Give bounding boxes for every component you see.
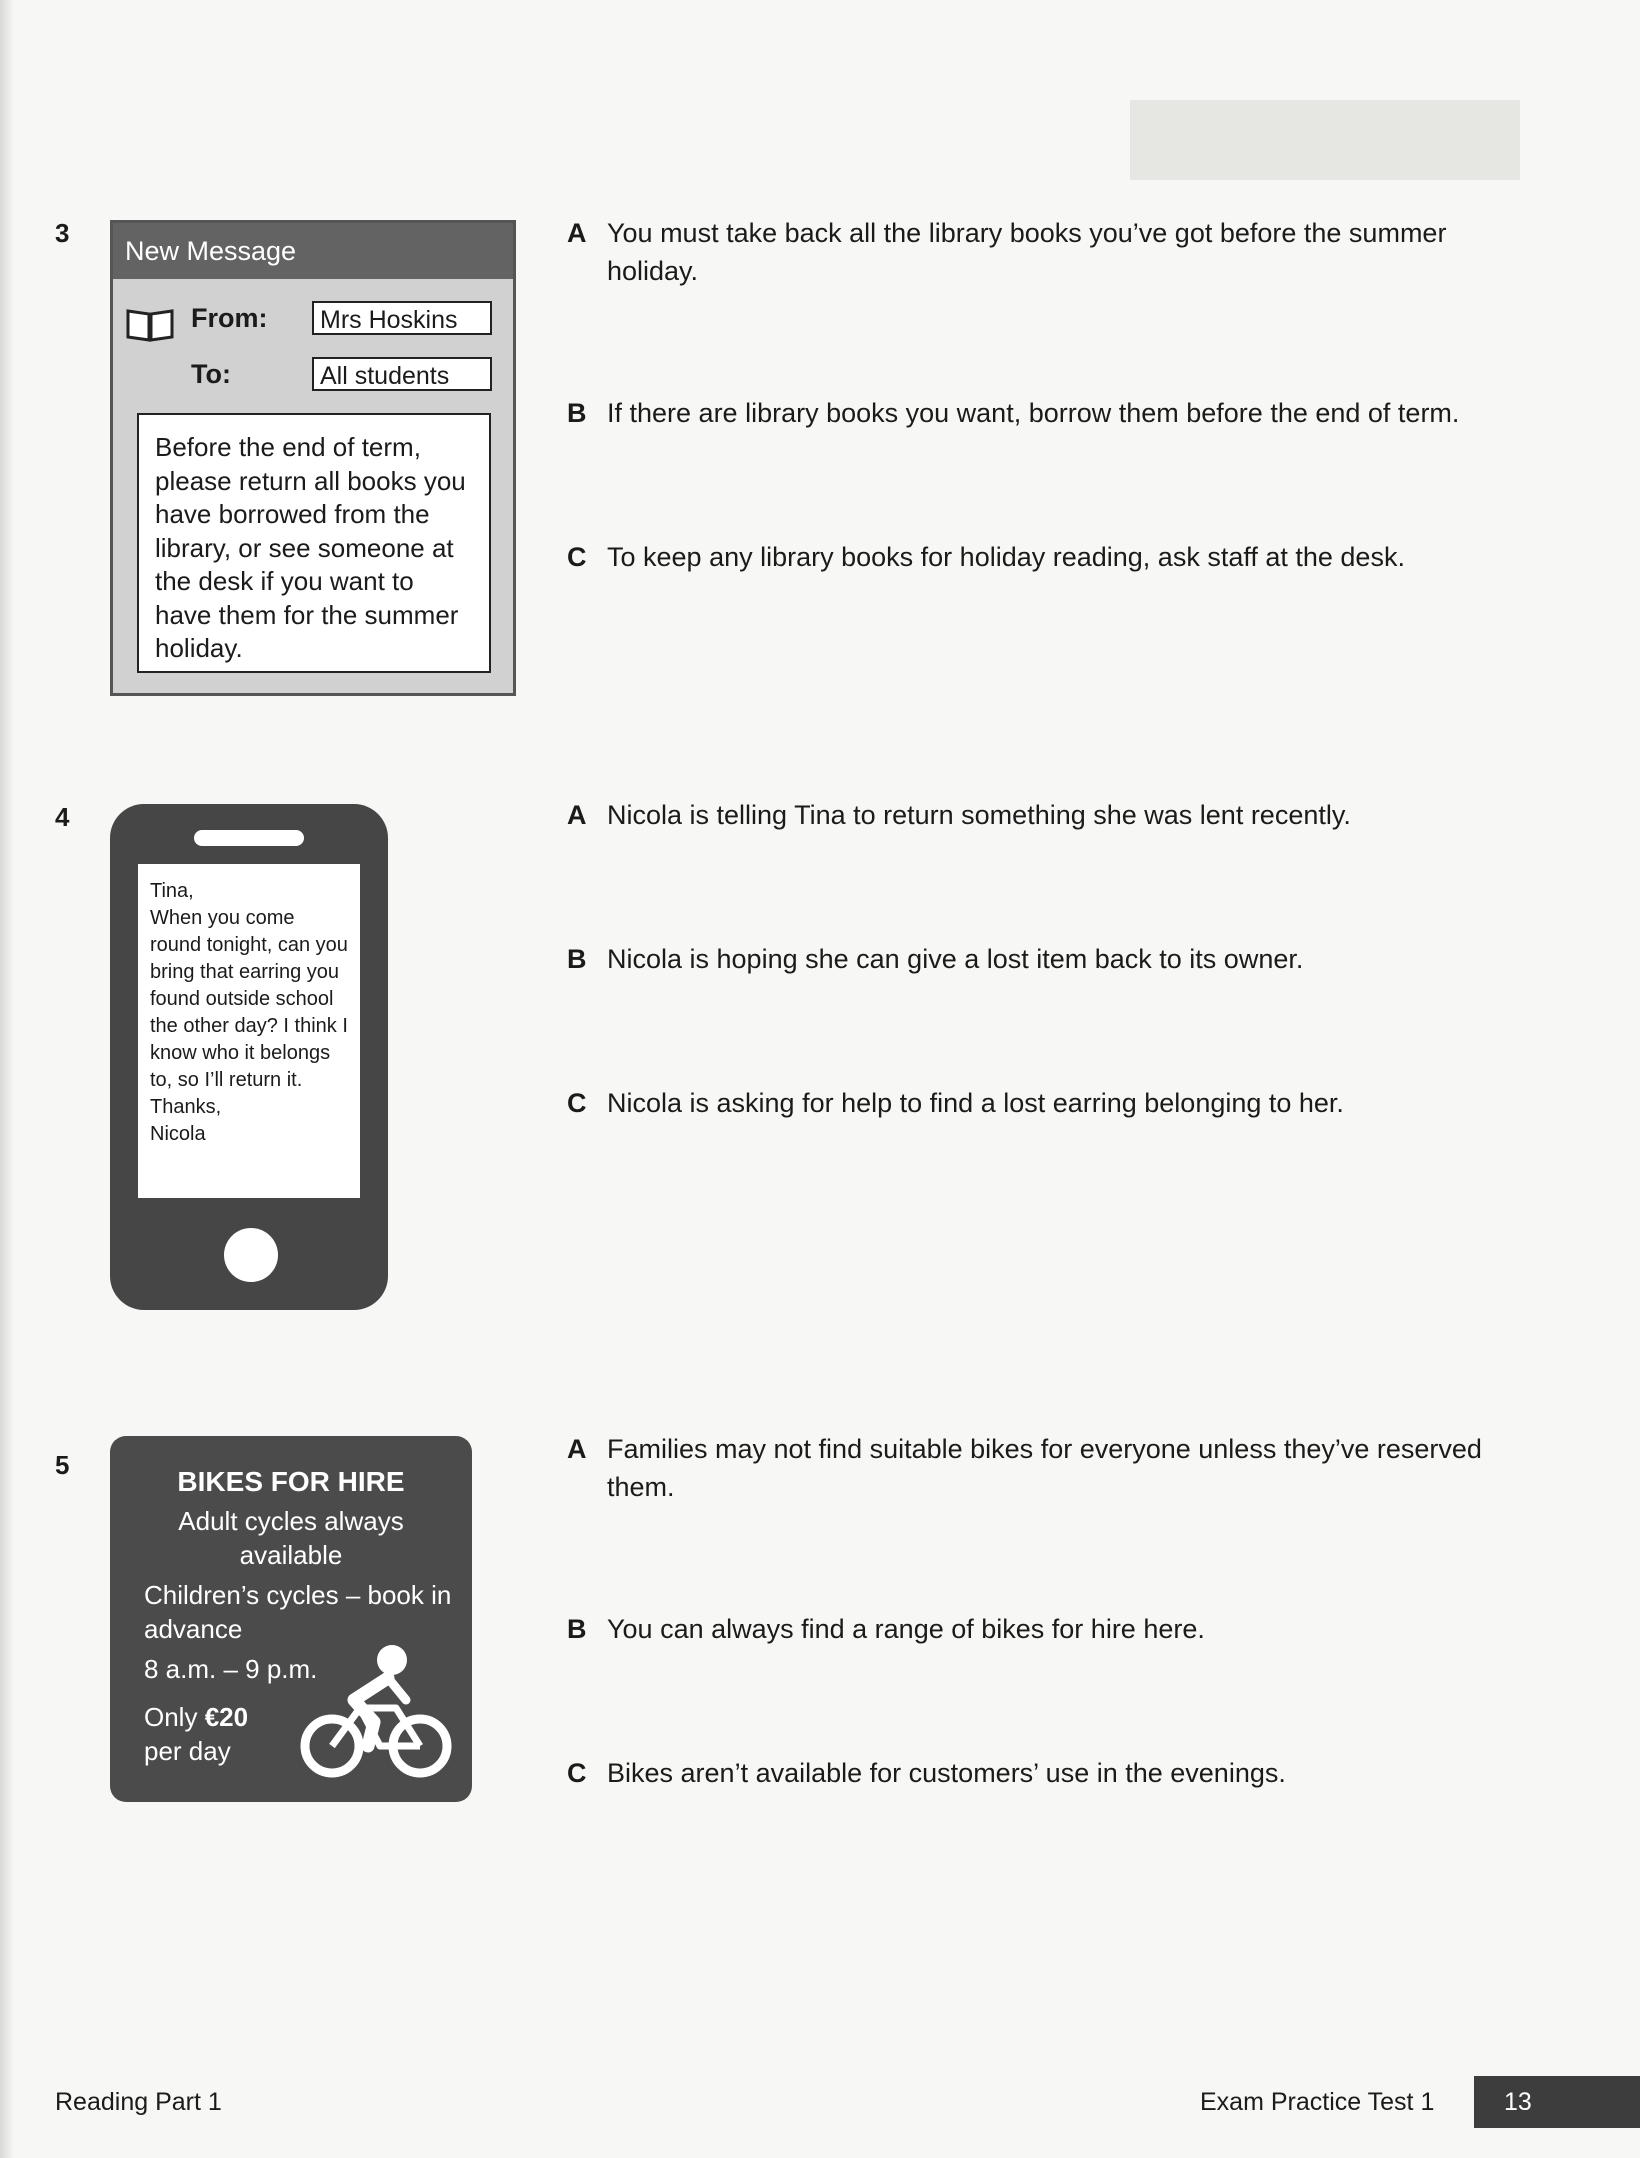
from-label: From:: [191, 303, 268, 333]
new-message-email: [110, 220, 516, 696]
page-number: 13: [1474, 2076, 1640, 2128]
option-3a: [567, 214, 1527, 290]
phone-speaker-icon: [194, 830, 304, 846]
from-field: Mrs Hoskins: [312, 301, 492, 335]
notice-adult-cycles: Adult cycles always available: [178, 1506, 404, 1570]
option-text: Families may not find suitable bikes for everyone unless they’ve reserved them.: [607, 1434, 1482, 1502]
option-letter: B: [567, 398, 587, 428]
option-text: You can always find a range of bikes for hire here.: [607, 1614, 1205, 1644]
notice-childrens-cycles: Children’s cycles – book in advance: [144, 1580, 452, 1644]
option-letter: C: [567, 1088, 587, 1118]
show-through-banner: [1130, 100, 1520, 180]
cyclist-icon: [296, 1642, 460, 1782]
option-text: Nicola is telling Tina to return something she was lent recently.: [607, 800, 1351, 830]
option-4c: [567, 1084, 1527, 1122]
price-prefix: Only: [144, 1702, 198, 1732]
open-book-icon: [125, 307, 175, 343]
scan-edge-shadow: [0, 0, 14, 2158]
email-header: New Message: [113, 223, 513, 279]
option-text: Nicola is asking for help to find a lost earring belonging to her.: [607, 1088, 1344, 1118]
option-text: To keep any library books for holiday reading, ask staff at the desk.: [607, 542, 1405, 572]
option-text: You must take back all the library books you’ve got before the summer holiday.: [607, 218, 1447, 286]
option-5b: [567, 1610, 1527, 1648]
option-letter: A: [567, 1434, 587, 1464]
message-body: When you come round tonight, can you bring that earring you found outside school the other day? I think I know who it belongs to, so I’ll return it.: [150, 907, 348, 1091]
to-label: To:: [191, 359, 231, 389]
to-field: All students: [312, 357, 492, 391]
option-5a: [567, 1430, 1527, 1506]
option-3b: [567, 394, 1527, 432]
option-letter: C: [567, 1758, 587, 1788]
option-text: If there are library books you want, borrow them before the end of term.: [607, 398, 1460, 428]
message-greeting: Tina,: [150, 880, 194, 902]
phone-illustration: [110, 804, 388, 1310]
price-suffix: per day: [144, 1736, 231, 1766]
option-4a: [567, 796, 1527, 834]
option-letter: B: [567, 1614, 587, 1644]
option-text: Nicola is hoping she can give a lost item back to its owner.: [607, 944, 1304, 974]
option-letter: A: [567, 218, 587, 248]
notice-price: [144, 1700, 248, 1768]
question-number-4: 4: [55, 802, 70, 832]
option-letter: A: [567, 800, 587, 830]
price-amount: €20: [204, 1702, 249, 1732]
option-5c: [567, 1754, 1527, 1792]
option-letter: C: [567, 542, 587, 572]
option-letter: B: [567, 944, 587, 974]
message-signoff: Thanks,: [150, 1096, 222, 1118]
option-4b: [567, 940, 1527, 978]
phone-home-button-icon: [224, 1228, 278, 1282]
question-number-5: 5: [55, 1450, 70, 1480]
text-message-screen: [138, 864, 360, 1198]
option-text: Bikes aren’t available for customers’ use in the evenings.: [607, 1758, 1286, 1788]
bikes-for-hire-notice: [110, 1436, 472, 1802]
footer-test-name: Exam Practice Test 1: [1200, 2088, 1435, 2116]
question-number-3: 3: [55, 218, 70, 248]
email-body: Before the end of term, please return all books you have borrowed from the library, or see someone at the desk if you want to have them for the summer holiday.: [137, 413, 491, 673]
notice-hours: 8 a.m. – 9 p.m.: [144, 1654, 318, 1684]
message-sender: Nicola: [150, 1123, 206, 1145]
notice-title: BIKES FOR HIRE: [177, 1466, 405, 1497]
option-3c: [567, 538, 1527, 576]
footer-section: Reading Part 1: [55, 2088, 222, 2116]
